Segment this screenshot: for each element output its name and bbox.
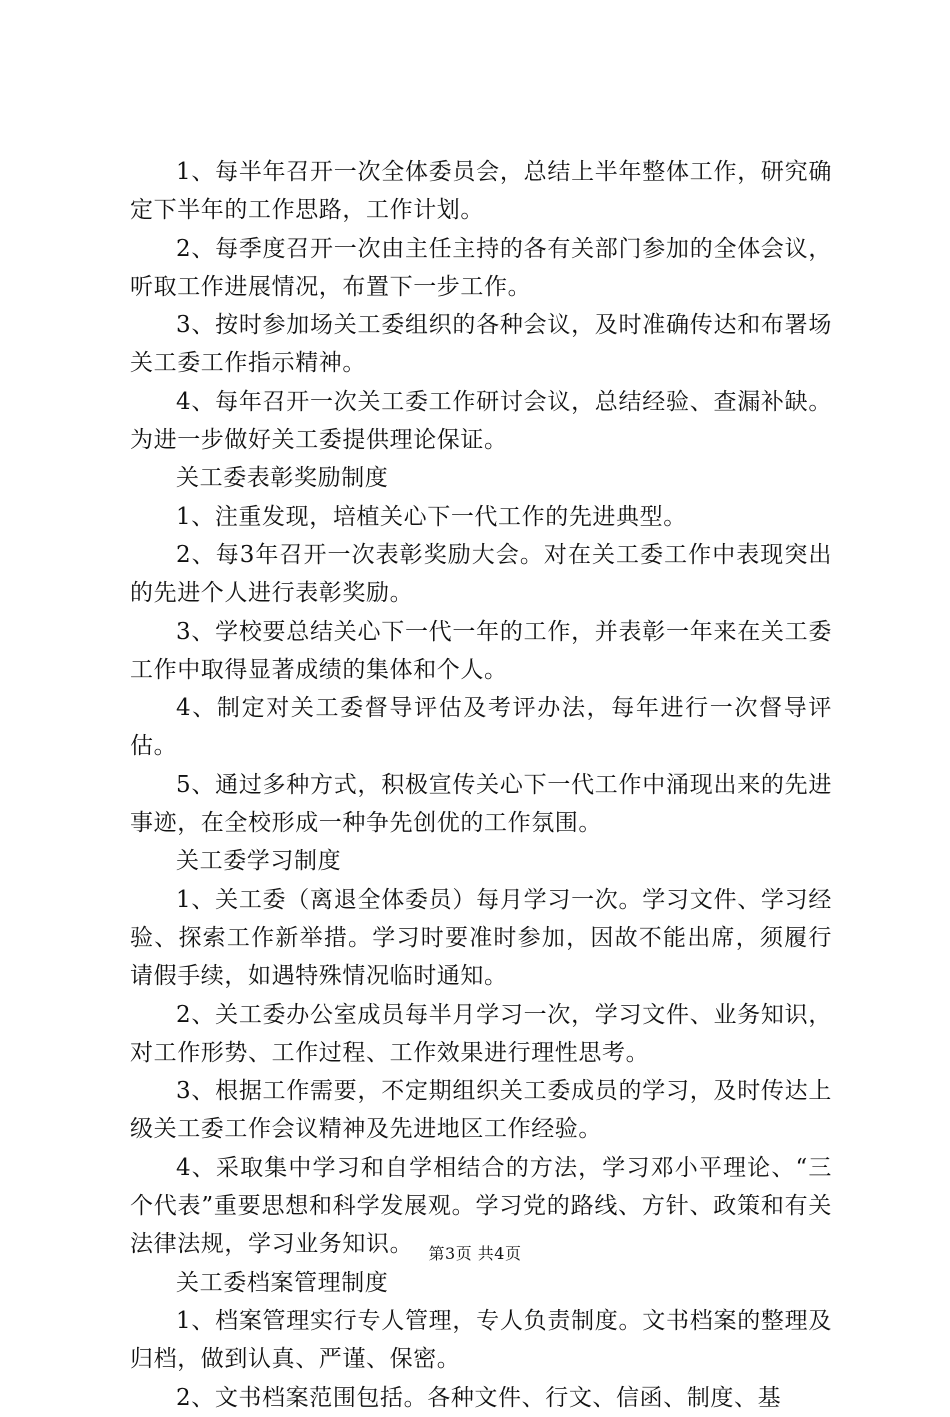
page-number-footer: 第3页 共4页 [428,1244,522,1263]
paragraph-rewards-rule-1: 1、注重发现，培植关心下一代工作的先进典型。 [176,503,687,530]
paragraph-study-rule-4: 4、采取集中学习和自学相结合的方法，学习邓小平理论、“三个代表”重要思想和科学发展观。学习党的路线、方针、政策和有关法律法规，学习业务知识。 [130,1154,832,1258]
paragraph-meeting-rule-1: 1、每半年召开一次全体委员会，总结上半年整体工作，研究确定下半年的工作思路，工作计划。 [130,159,832,224]
paragraph-archives-rule-2: 2、文书档案范围包括。各种文件、行文、信函、制度、基 [176,1384,782,1411]
paragraph-rewards-rule-3: 3、学校要总结关心下一代一年的工作，并表彰一年来在关工委工作中取得显著成绩的集体和个人。 [130,618,832,683]
paragraph-meeting-rule-3: 3、按时参加场关工委组织的各种会议，及时准确传达和布署场关工委工作指示精神。 [130,312,832,377]
document-body [130,153,832,1417]
paragraph-meeting-rule-4: 4、每年召开一次关工委工作研讨会议，总结经验、查漏补缺。为进一步做好关工委提供理论保证。 [130,388,832,454]
section-heading-rewards: 关工委表彰奖励制度 [176,465,389,492]
paragraph-meeting-rule-2: 2、每季度召开一次由主任主持的各有关部门参加的全体会议，听取工作进展情况，布置下一步工作。 [130,235,832,300]
section-heading-archives: 关工委档案管理制度 [176,1269,389,1296]
paragraph-rewards-rule-5: 5、通过多种方式，积极宣传关心下一代工作中涌现出来的先进事迹，在全校形成一种争先创优的工作氛围。 [130,771,832,837]
paragraph-study-rule-1: 1、关工委（离退全体委员）每月学习一次。学习文件、学习经验、探索工作新举措。学习时要准时参加，因故不能出席，须履行请假手续，如遇特殊情况临时通知。 [130,886,832,990]
paragraph-rewards-rule-4: 4、制定对关工委督导评估及考评办法，每年进行一次督导评估。 [130,695,832,760]
paragraph-archives-rule-1: 1、档案管理实行专人管理，专人负责制度。文书档案的整理及归档，做到认真、严谨、保密。 [130,1307,832,1373]
paragraph-rewards-rule-2: 2、每3年召开一次表彰奖励大会。对在关工委工作中表现突出的先进个人进行表彰奖励。 [130,541,832,607]
paragraph-study-rule-2: 2、关工委办公室成员每半月学习一次，学习文件、业务知识，对工作形势、工作过程、工作效果进行理性思考。 [130,1001,832,1066]
section-heading-study: 关工委学习制度 [176,848,342,875]
paragraph-study-rule-3: 3、根据工作需要，不定期组织关工委成员的学习，及时传达上级关工委工作会议精神及先进地区工作经验。 [130,1078,832,1143]
